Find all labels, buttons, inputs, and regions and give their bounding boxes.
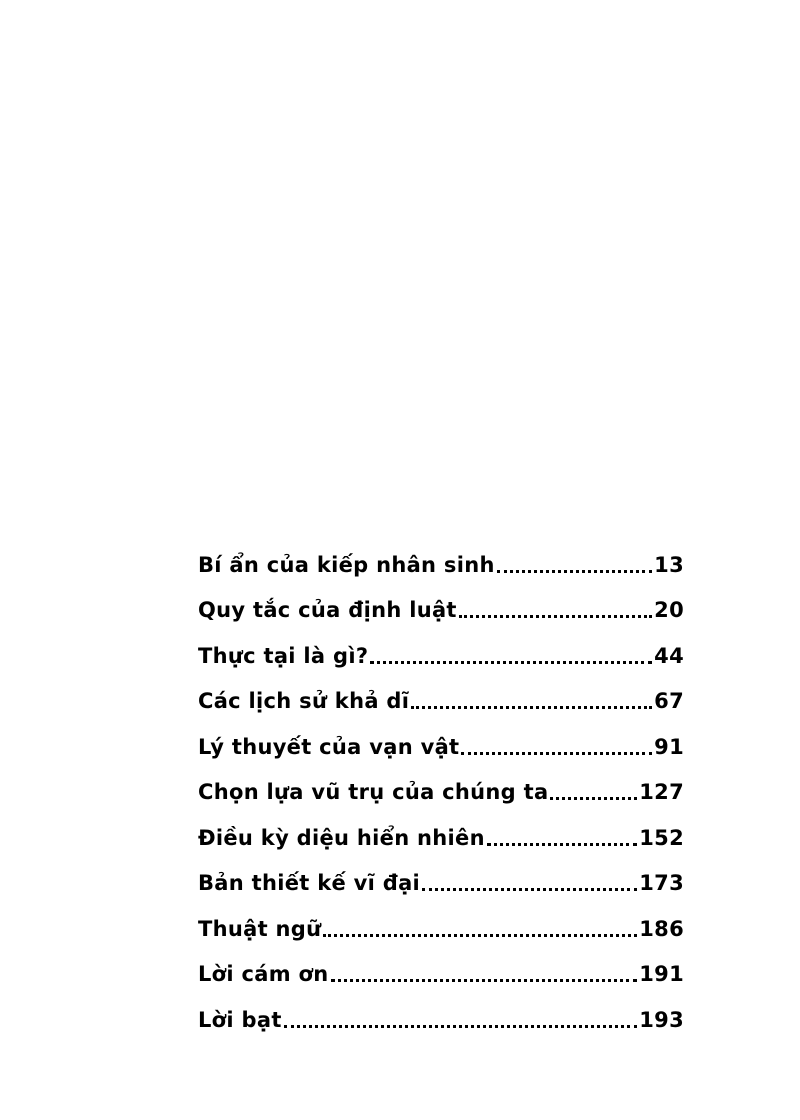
toc-entry-page: 67 [654,689,684,713]
toc-entry[interactable] [198,576,684,622]
toc-dot-leader [461,752,652,755]
toc-entry-title: Điều kỳ diệu hiển nhiên [198,825,485,850]
toc-entry-title: Thực tại là gì? [198,643,369,668]
toc-entry[interactable] [198,803,684,849]
toc-entry[interactable] [198,758,684,804]
toc-entry-page: 173 [639,871,684,895]
toc-entry-title: Thuật ngữ [198,916,322,941]
toc-entry-page: 152 [639,825,684,850]
toc-entry-page: 20 [654,598,684,622]
toc-dot-leader [331,979,638,982]
toc-entry[interactable] [198,667,684,713]
toc-dot-leader [550,797,637,800]
toc-entry[interactable] [198,985,684,1031]
table-of-contents [198,530,684,1031]
toc-entry-title: Quy tắc của định luật [198,598,457,622]
toc-entry[interactable] [198,621,684,667]
toc-entry-title: Chọn lựa vũ trụ của chúng ta [198,780,549,804]
toc-entry[interactable] [198,849,684,895]
toc-entry-title: Các lịch sử khả dĩ [198,689,410,713]
toc-entry[interactable] [198,894,684,940]
toc-entry-page: 193 [639,1007,684,1032]
toc-entry[interactable] [198,940,684,986]
toc-dot-leader [497,570,652,573]
toc-entry-page: 127 [639,780,684,804]
toc-entry-title: Lời bạt [198,1007,282,1032]
toc-dot-leader [411,706,652,709]
toc-entry-page: 186 [639,916,684,941]
toc-dot-leader [284,1025,638,1028]
toc-entry-page: 91 [654,734,684,759]
toc-entry-page: 191 [639,962,684,986]
toc-dot-leader [370,661,652,664]
toc-entry-title: Bí ẩn của kiếp nhân sinh [198,552,495,577]
toc-dot-leader [459,615,652,618]
toc-entry-title: Bản thiết kế vĩ đại [198,871,421,895]
toc-dot-leader [487,843,637,846]
toc-entry[interactable] [198,530,684,576]
toc-entry-page: 13 [654,552,684,577]
toc-entry-title: Lời cám ơn [198,962,329,986]
toc-dot-leader [422,888,637,891]
toc-entry[interactable] [198,712,684,758]
toc-entry-page: 44 [654,643,684,668]
toc-entry-title: Lý thuyết của vạn vật [198,734,460,759]
toc-dot-leader [323,934,637,937]
